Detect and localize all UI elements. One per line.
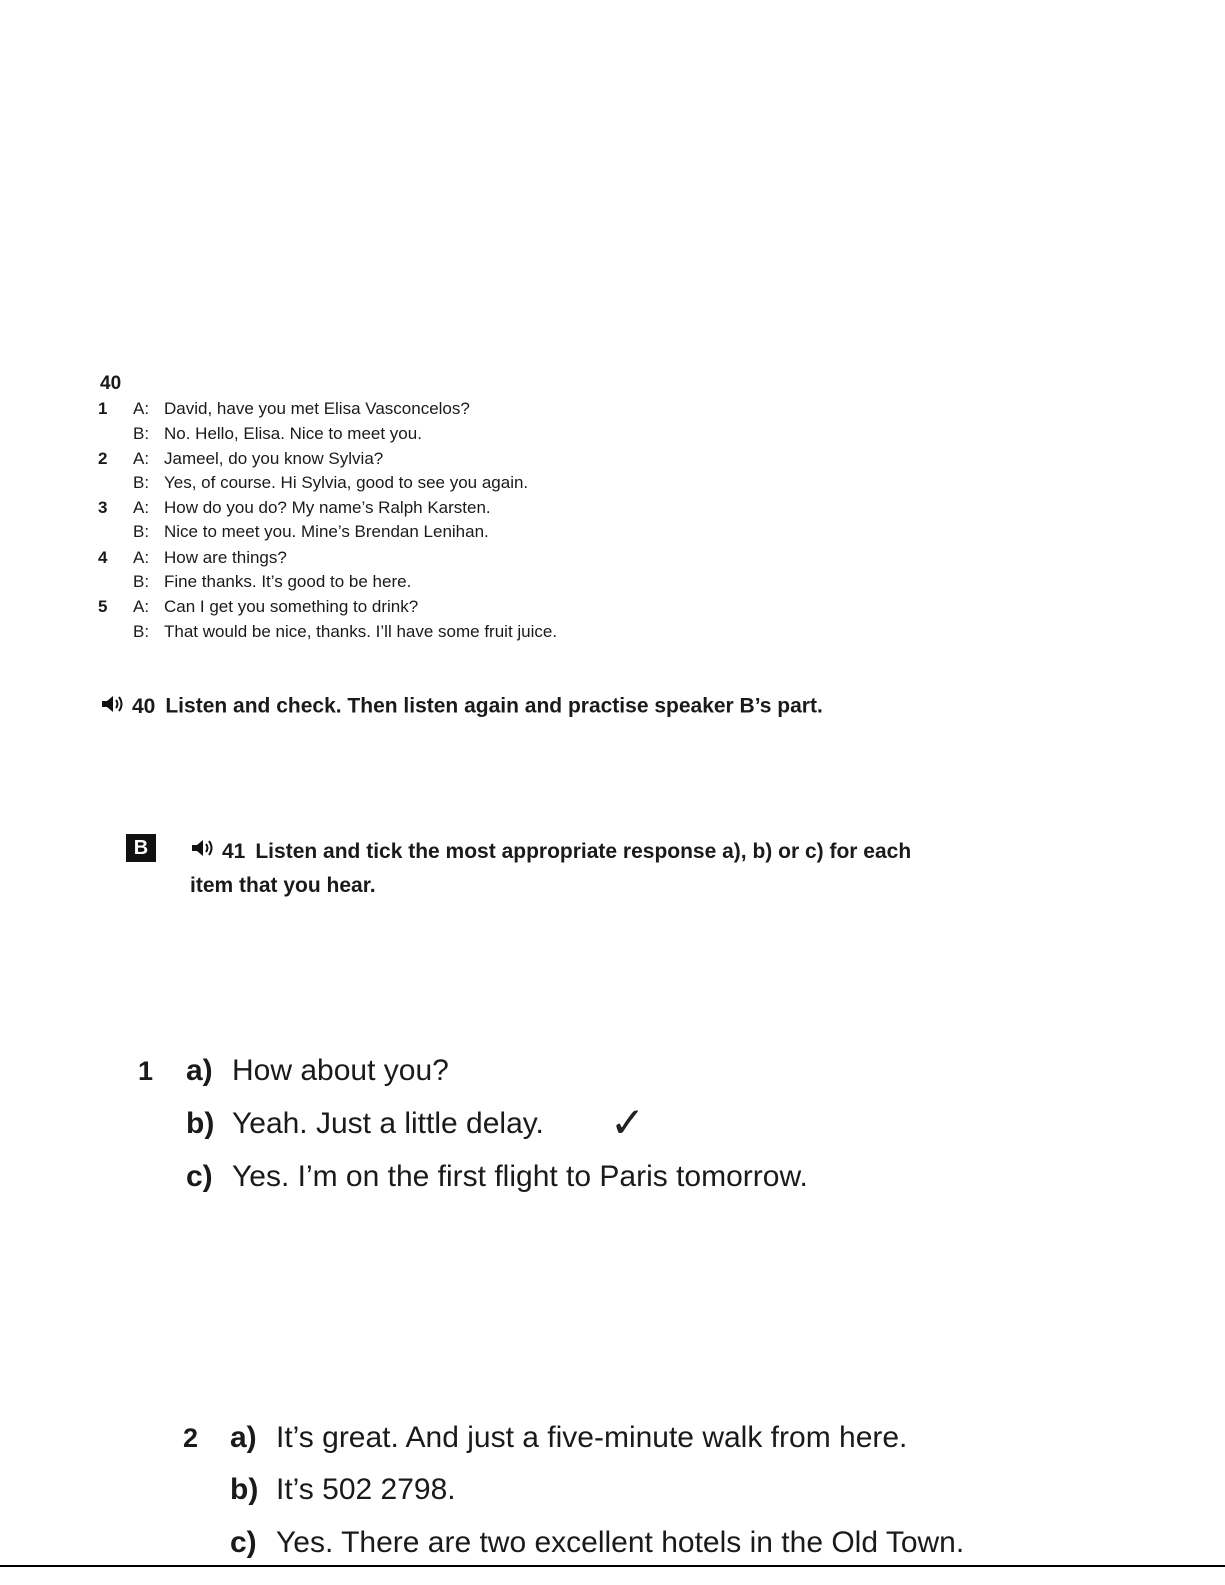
dialogue-number: 5 [98, 597, 108, 616]
exercise-badge: B [126, 834, 156, 862]
option-letter: c) [230, 1526, 257, 1559]
speaker-label: A: [133, 399, 150, 418]
tick-mark: ✓ [610, 1099, 646, 1146]
question-2-option-b[interactable] [230, 1473, 456, 1507]
speaker-label: A: [133, 449, 150, 468]
question-1-option-b[interactable] [186, 1107, 544, 1141]
instruction-text: Listen and check. Then listen again and practise speaker B’s part. [165, 694, 823, 718]
dialogue-text: How do you do? My name’s Ralph Karsten. [164, 498, 491, 517]
option-text: How about you? [232, 1054, 449, 1087]
dialogue-number: 4 [98, 548, 108, 567]
speaker-label: A: [133, 548, 150, 567]
question-2-option-c[interactable] [230, 1526, 964, 1560]
dialogue-text: Jameel, do you know Sylvia? [164, 449, 384, 468]
dialogue-number: 2 [98, 449, 108, 468]
speaker-icon[interactable] [190, 835, 214, 869]
track-number: 41 [222, 840, 246, 863]
option-letter: b) [230, 1473, 259, 1506]
dialogue-text: David, have you met Elisa Vasconcelos? [164, 399, 470, 418]
track-number: 40 [132, 694, 156, 718]
option-text: It’s great. And just a five-minute walk from here. [276, 1421, 908, 1454]
dialogue-number: 1 [98, 399, 108, 418]
dialogue-number: 3 [98, 498, 108, 517]
speaker-label: A: [133, 498, 150, 517]
speaker-icon[interactable] [100, 694, 124, 720]
option-text: Yes. I’m on the first flight to Paris tomorrow. [232, 1160, 808, 1193]
speaker-label: B: [133, 522, 150, 541]
exercise-b-instruction [190, 835, 950, 903]
speaker-label: B: [133, 424, 150, 443]
speaker-label: A: [133, 597, 150, 616]
speaker-label: B: [133, 473, 150, 492]
dialogue-text: How are things? [164, 548, 287, 567]
option-letter: a) [186, 1054, 213, 1087]
question-number: 2 [183, 1423, 199, 1453]
question-2-option-a[interactable] [230, 1421, 907, 1455]
dialogue-text: Fine thanks. It’s good to be here. [164, 572, 412, 591]
instruction-text: Listen and tick the most appropriate response a), b) or c) for each item that you hear. [190, 840, 912, 898]
option-letter: b) [186, 1107, 215, 1140]
speaker-label: B: [133, 572, 150, 591]
dialogue-text: That would be nice, thanks. I’ll have some fruit juice. [164, 622, 558, 641]
transcript-track-number: 40 [100, 373, 122, 394]
dialogue-text: No. Hello, Elisa. Nice to meet you. [164, 424, 422, 443]
option-text: It’s 502 2798. [276, 1473, 456, 1506]
question-number: 1 [138, 1056, 154, 1086]
speaker-label: B: [133, 622, 150, 641]
instruction-40 [100, 694, 823, 720]
question-1-option-a[interactable] [186, 1054, 449, 1088]
dialogue-text: Yes, of course. Hi Sylvia, good to see you again. [164, 473, 529, 492]
option-text: Yes. There are two excellent hotels in the Old Town. [276, 1526, 965, 1559]
question-1-option-c[interactable] [186, 1160, 808, 1194]
dialogue-text: Nice to meet you. Mine’s Brendan Lenihan. [164, 522, 489, 541]
dialogue-text: Can I get you something to drink? [164, 597, 419, 616]
option-letter: a) [230, 1421, 257, 1454]
option-text: Yeah. Just a little delay. [232, 1107, 544, 1140]
page-bottom-rule [0, 1565, 1225, 1567]
option-letter: c) [186, 1160, 213, 1193]
